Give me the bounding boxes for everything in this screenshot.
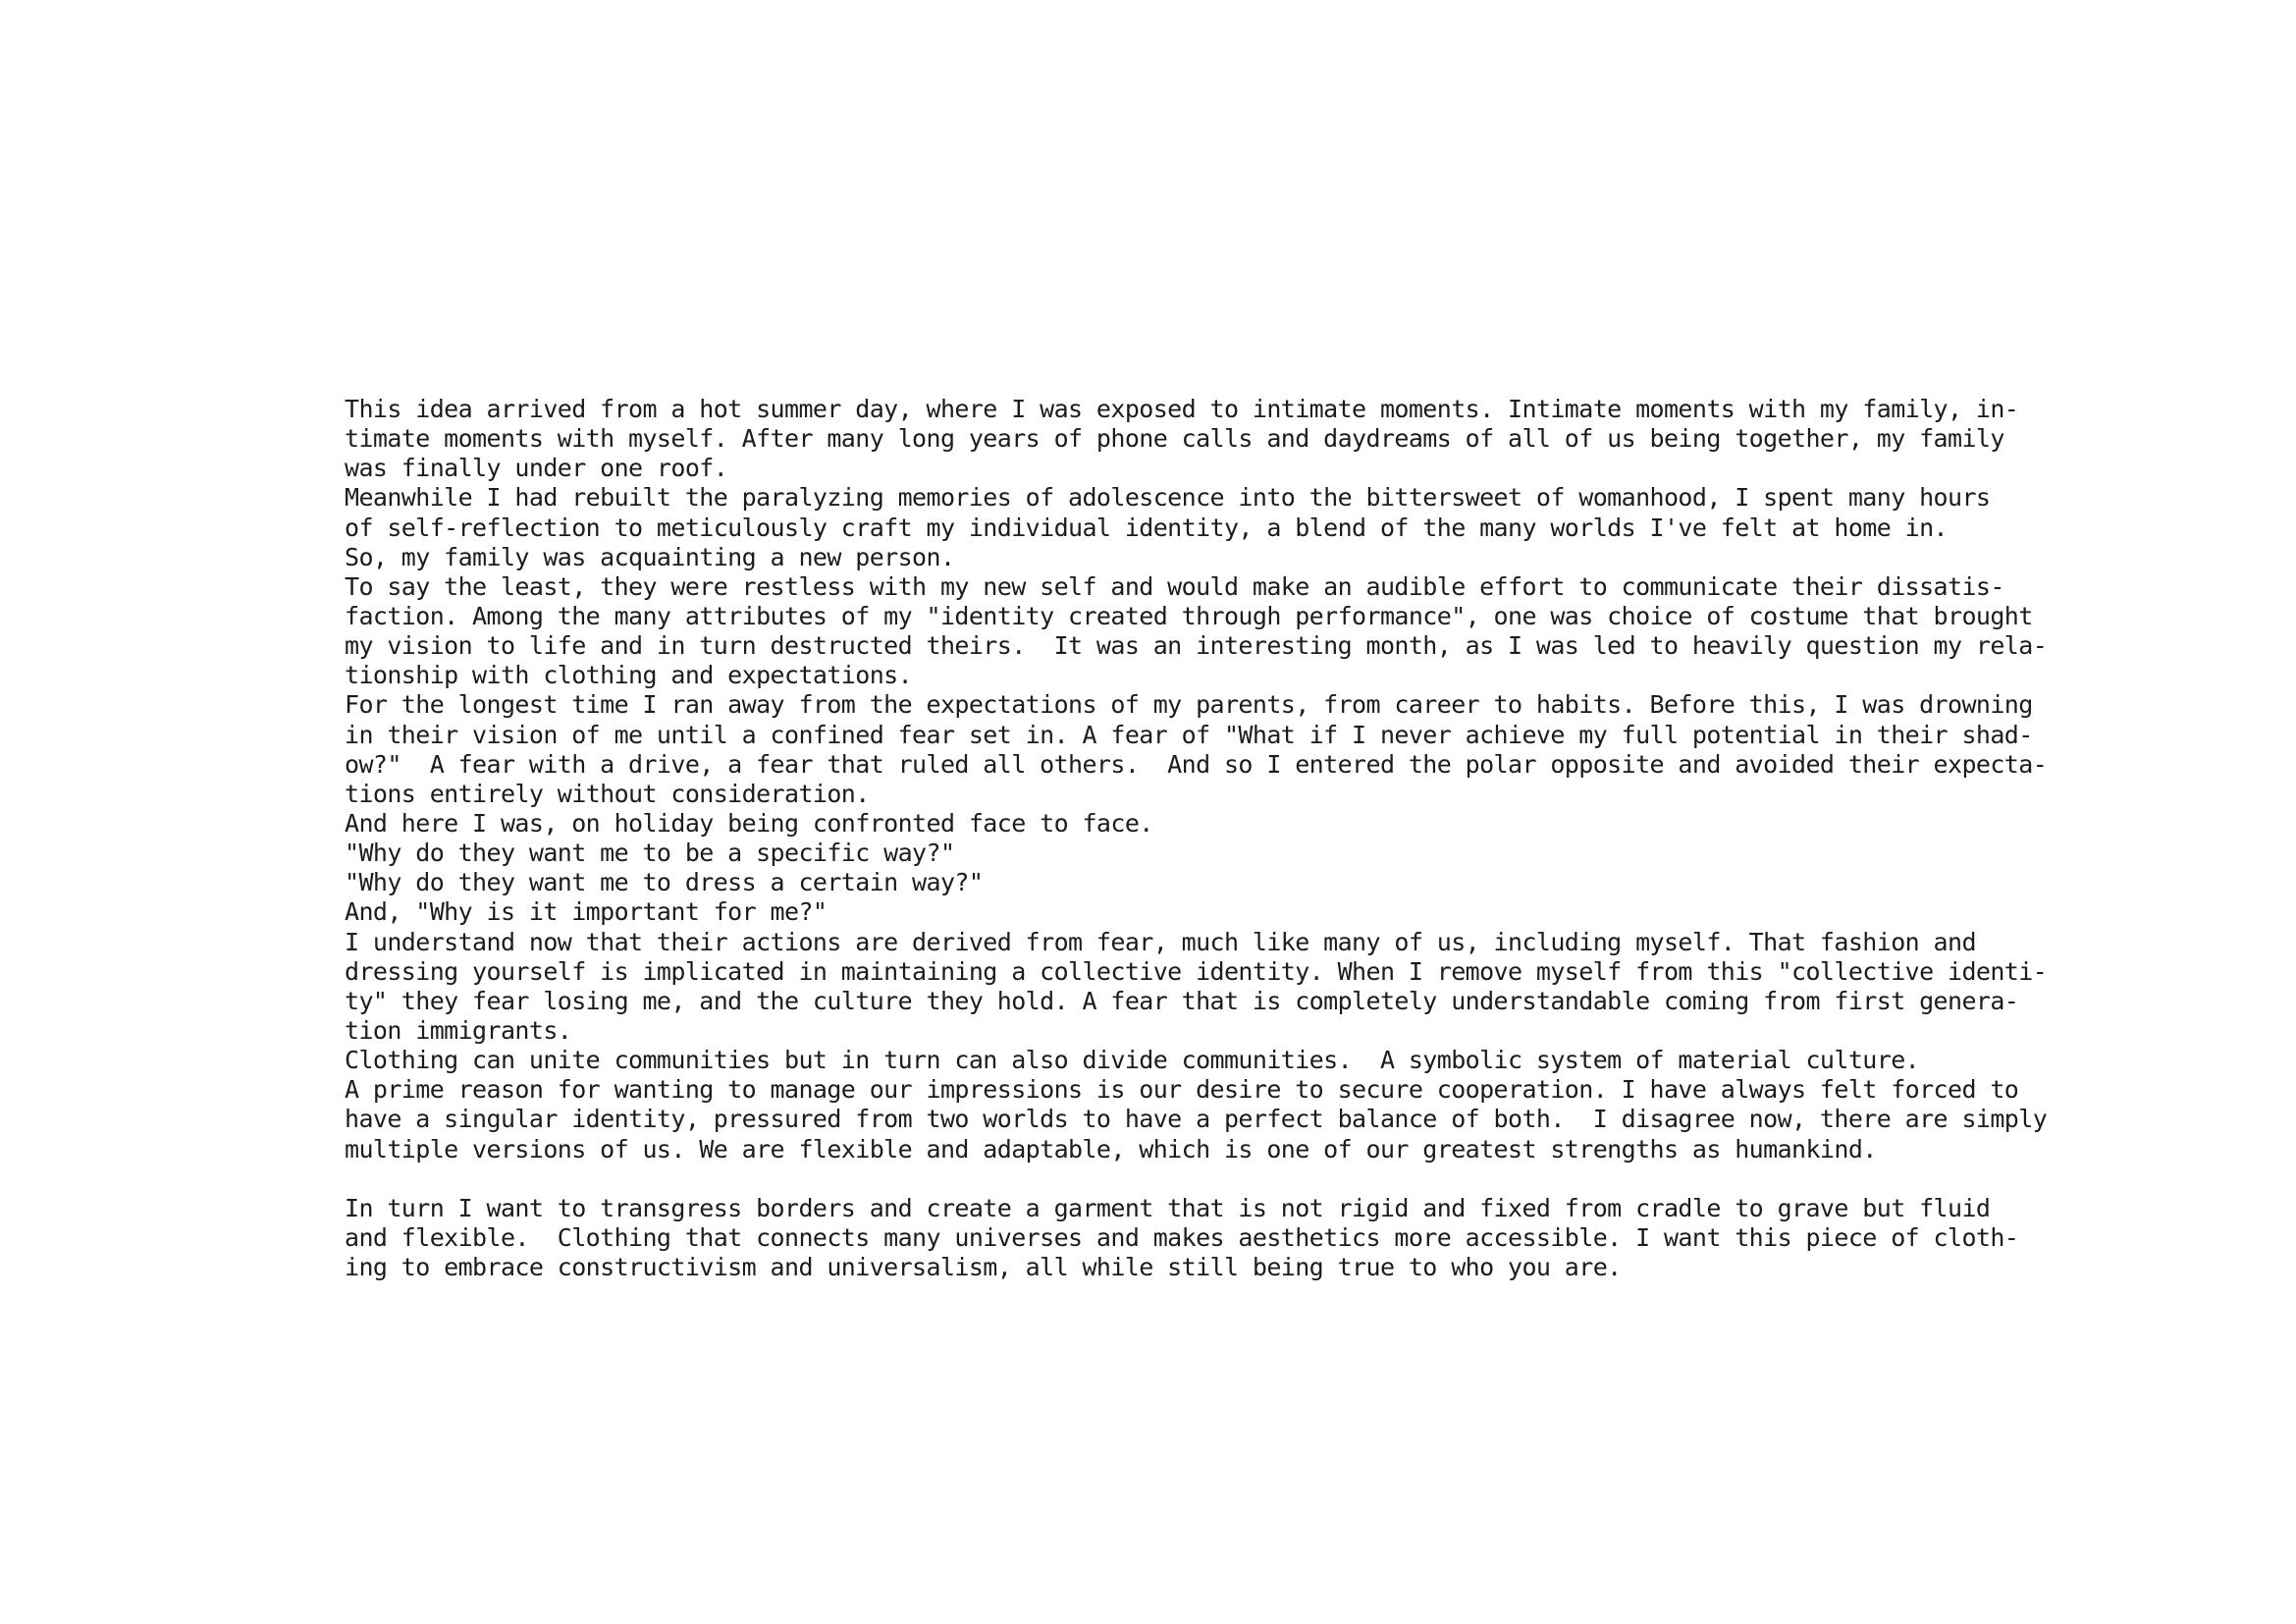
text-line: For the longest time I ran away from the expectations of my parents, from career to habits. Before this, I was drowning	[345, 690, 2033, 720]
text-line: dressing yourself is implicated in maintaining a collective identity. When I remove myself from this "collective identi-	[345, 956, 2048, 986]
text-line: was finally under one roof.	[345, 454, 728, 483]
text-line: ing to embrace constructivism and universalism, all while still being true to who you are.	[345, 1253, 1622, 1282]
paragraph-spacer	[345, 1164, 2033, 1194]
text-line: So, my family was acquainting a new person.	[345, 542, 955, 571]
text-line: In turn I want to transgress borders and create a garment that is not rigid and fixed from cradle to grave but fluid	[345, 1193, 1991, 1222]
text-line: faction. Among the many attributes of my "identity created through performance", one was choice of costume that brought	[345, 601, 2033, 630]
text-line: To say the least, they were restless with my new self and would make an audible effort to communicate their dissatis-	[345, 571, 2004, 601]
text-line: ow?" A fear with a drive, a fear that ruled all others. And so I entered the polar opposite and avoided their expecta-	[345, 749, 2048, 779]
text-line: my vision to life and in turn destructed theirs. It was an interesting month, as I was led to heavily question my rela-	[345, 631, 2048, 661]
text-line: I understand now that their actions are derived from fear, much like many of us, including myself. That fashion and	[345, 927, 1976, 956]
text-line: "Why do they want me to dress a certain way?"	[345, 868, 984, 897]
text-line: in their vision of me until a confined fear set in. A fear of "What if I never achieve my full potential in their shad-	[345, 720, 2033, 749]
text-line: tions entirely without consideration.	[345, 779, 870, 808]
text-line: tionship with clothing and expectations.	[345, 661, 913, 690]
text-line: And here I was, on holiday being confronted face to face.	[345, 808, 1153, 838]
text-line: multiple versions of us. We are flexible and adaptable, which is one of our greatest strengths as humankind.	[345, 1134, 1877, 1164]
essay-text	[345, 395, 2048, 1282]
text-line: and flexible. Clothing that connects many universes and makes aesthetics more accessible. I want this piece of cloth-	[345, 1222, 2019, 1252]
text-line: A prime reason for wanting to manage our impressions is our desire to secure cooperation. I have always felt forced to	[345, 1075, 2019, 1105]
text-line: "Why do they want me to be a specific way?"	[345, 839, 955, 868]
text-line: tion immigrants.	[345, 1015, 572, 1045]
text-line: This idea arrived from a hot summer day, where I was exposed to intimate moments. Intimate moments with my family, in-	[345, 395, 2019, 423]
text-line: And, "Why is it important for me?"	[345, 897, 828, 927]
text-line: have a singular identity, pressured from two worlds to have a perfect balance of both. I disagree now, there are simply	[345, 1105, 2048, 1134]
text-line: Meanwhile I had rebuilt the paralyzing memories of adolescence into the bittersweet of womanhood, I spent many hours	[345, 483, 1991, 513]
text-line: Clothing can unite communities but in turn can also divide communities. A symbolic system of material culture.	[345, 1046, 1920, 1075]
text-line: of self-reflection to meticulously craft my individual identity, a blend of the many worlds I've felt at home in.	[345, 513, 1948, 542]
text-line: timate moments with myself. After many long years of phone calls and daydreams of all of us being together, my family	[345, 424, 2004, 454]
text-line: ty" they fear losing me, and the culture they hold. A fear that is completely understandable coming from first genera-	[345, 986, 2019, 1015]
